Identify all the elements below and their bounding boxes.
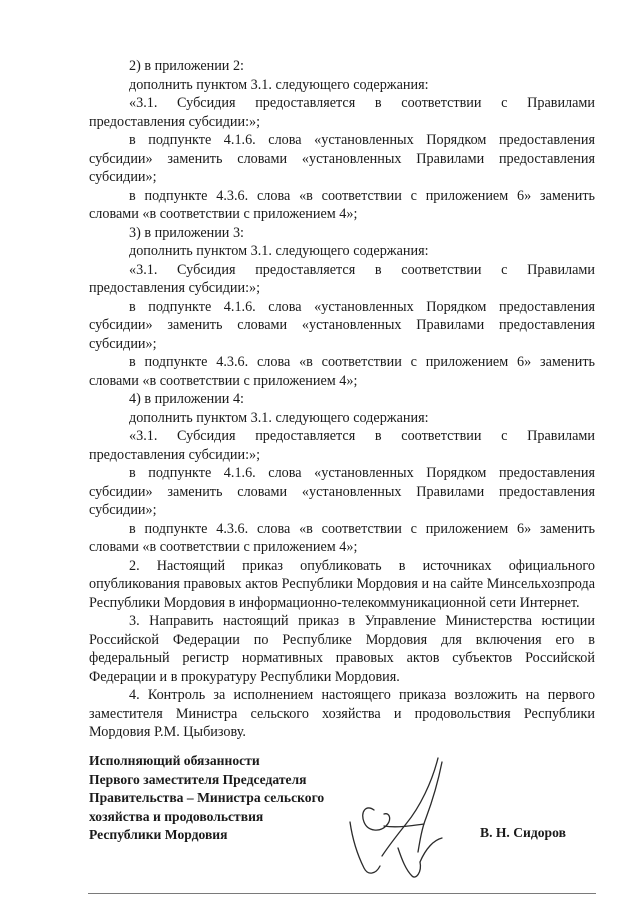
signatory-title-line: хозяйства и продовольствия xyxy=(89,808,264,824)
paragraph: 3. Направить настоящий приказ в Управление Министерства юстиции Российской Федерации по Республике Мордовия для включения его в федеральный регистр нормативных правовых актов субъектов Российской Федерации и в прокуратуру Республики Мордовия. xyxy=(89,613,595,685)
paragraph: в подпункте 4.1.6. слова «установленных Порядком предоставления субсидии» заменить словами «установленных Правилами предоставления субсидии»; xyxy=(89,132,595,185)
paragraph: 3) в приложении 3: xyxy=(129,224,244,241)
document-body xyxy=(89,57,595,742)
paragraph: в подпункте 4.1.6. слова «установленных Порядком предоставления субсидии» заменить словами «установленных Правилами предоставления субсидии»; xyxy=(89,465,595,518)
signatory-title-line: Исполняющий обязанности xyxy=(89,753,260,768)
paragraph: 4. Контроль за исполнением настоящего приказа возложить на первого заместителя Министра сельского хозяйства и продовольствия Республики Мордовия Р.М. Цыбизову. xyxy=(89,687,595,740)
signatory-title-line: Республики Мордовия xyxy=(89,827,228,842)
paragraph: 2. Настоящий приказ опубликовать в источниках официального опубликования правовых актов Республики Мордовия и на сайте Минсельхозпрода Республики Мордовия в информационно-телекоммуникационной сети Интернет. xyxy=(89,557,595,611)
paragraph: в подпункте 4.3.6. слова «в соответствии с приложением 6» заменить словами «в соответствии с приложением 4»; xyxy=(89,354,595,389)
signatory-title xyxy=(89,752,359,845)
paragraph: дополнить пунктом 3.1. следующего содержания: xyxy=(129,76,429,93)
paragraph: в подпункте 4.1.6. слова «установленных Порядком предоставления субсидии» заменить словами «установленных Правилами предоставления субсидии»; xyxy=(89,298,595,352)
paragraph: «3.1. Субсидия предоставляется в соответствии с Правилами предоставления субсидии:»; xyxy=(89,428,595,463)
paragraph: дополнить пунктом 3.1. следующего содержания: xyxy=(129,409,429,426)
paragraph: в подпункте 4.3.6. слова «в соответствии с приложением 6» заменить словами «в соответствии с приложением 4»; xyxy=(89,520,595,555)
paragraph: «3.1. Субсидия предоставляется в соответствии с Правилами предоставления субсидии:»; xyxy=(89,95,595,130)
paragraph: 4) в приложении 4: xyxy=(129,391,244,407)
bottom-divider xyxy=(88,893,596,894)
signatory-name: В. Н. Сидоров xyxy=(480,825,566,840)
signatory-title-line: Первого заместителя Председателя xyxy=(89,771,307,787)
signatory-title-line: Правительства – Министра сельского xyxy=(89,790,325,805)
paragraph: 2) в приложении 2: xyxy=(129,58,244,74)
paragraph: «3.1. Субсидия предоставляется в соответствии с Правилами предоставления субсидии:»; xyxy=(89,261,595,296)
paragraph: в подпункте 4.3.6. слова «в соответствии с приложением 6» заменить словами «в соответствии с приложением 4»; xyxy=(89,187,595,222)
paragraph: дополнить пунктом 3.1. следующего содержания: xyxy=(129,243,429,259)
handwritten-signature xyxy=(340,752,470,882)
